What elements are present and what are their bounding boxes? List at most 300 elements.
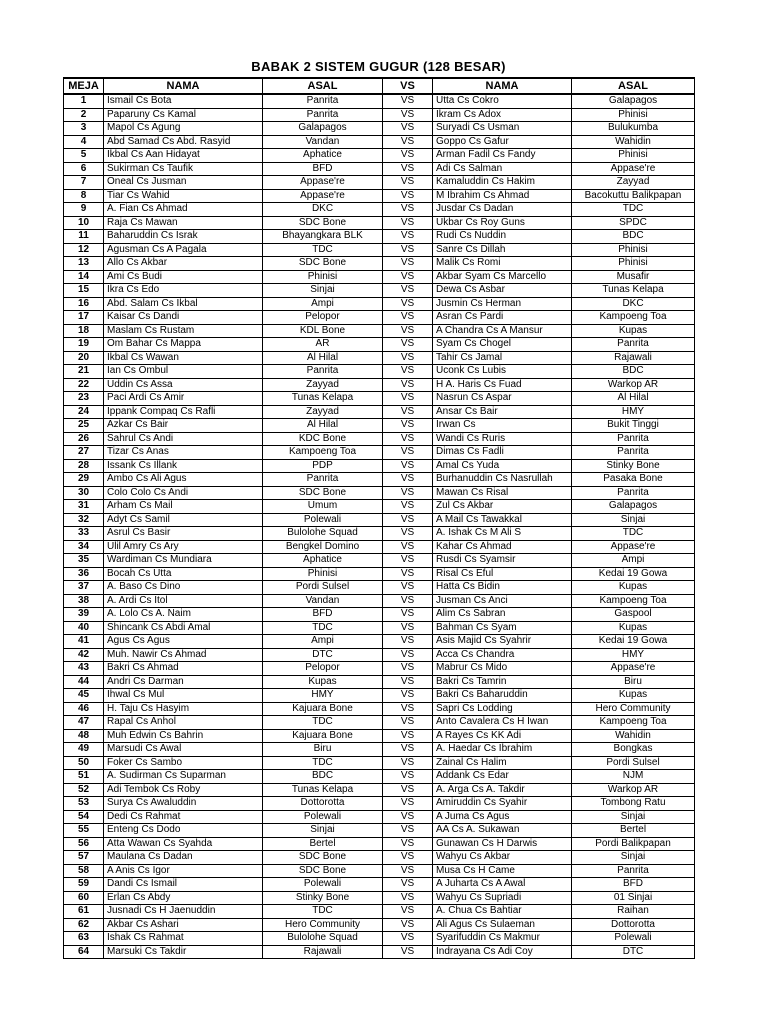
player-right: Alim Cs Sabran — [433, 608, 572, 622]
table-number: 12 — [64, 243, 104, 257]
club-right: Panrita — [572, 446, 695, 460]
player-left: Marsudi Cs Awal — [104, 743, 263, 757]
player-right: Zul Cs Akbar — [433, 500, 572, 514]
player-left: Issank Cs Illank — [104, 459, 263, 473]
player-left: Erlan Cs Abdy — [104, 891, 263, 905]
club-left: Pelopor — [263, 662, 383, 676]
player-left: Paparuny Cs Kamal — [104, 108, 263, 122]
header-asal-left: ASAL — [263, 78, 383, 94]
player-right: Ikram Cs Adox — [433, 108, 572, 122]
club-left: Pordi Sulsel — [263, 581, 383, 595]
club-left: BFD — [263, 608, 383, 622]
vs-label: VS — [383, 797, 433, 811]
table-number: 17 — [64, 311, 104, 325]
table-row — [64, 729, 695, 743]
table-row — [64, 527, 695, 541]
player-right: Hatta Cs Bidin — [433, 581, 572, 595]
player-left: Ippank Compaq Cs Rafli — [104, 405, 263, 419]
player-left: Ikbal Cs Aan Hidayat — [104, 149, 263, 163]
player-left: Surya Cs Awaluddin — [104, 797, 263, 811]
vs-label: VS — [383, 621, 433, 635]
table-number: 28 — [64, 459, 104, 473]
table-number: 10 — [64, 216, 104, 230]
club-right: Biru — [572, 675, 695, 689]
vs-label: VS — [383, 675, 433, 689]
table-row — [64, 432, 695, 446]
club-right: Pordi Balikpapan — [572, 837, 695, 851]
table-number: 27 — [64, 446, 104, 460]
table-row — [64, 297, 695, 311]
table-row — [64, 419, 695, 433]
table-number: 61 — [64, 905, 104, 919]
table-row — [64, 94, 695, 108]
vs-label: VS — [383, 297, 433, 311]
player-left: Muh. Nawir Cs Ahmad — [104, 648, 263, 662]
player-left: A. Lolo Cs A. Naim — [104, 608, 263, 622]
table-row — [64, 837, 695, 851]
player-right: Kamaluddin Cs Hakim — [433, 176, 572, 190]
table-row — [64, 945, 695, 959]
club-left: Panrita — [263, 473, 383, 487]
vs-label: VS — [383, 216, 433, 230]
club-left: TDC — [263, 756, 383, 770]
table-row — [64, 311, 695, 325]
club-right: Phinisi — [572, 243, 695, 257]
club-left: Al Hilal — [263, 351, 383, 365]
table-number: 4 — [64, 135, 104, 149]
table-number: 29 — [64, 473, 104, 487]
table-row — [64, 324, 695, 338]
club-left: SDC Bone — [263, 864, 383, 878]
club-left: DKC — [263, 203, 383, 217]
player-right: Adi Cs Salman — [433, 162, 572, 176]
player-right: A Rayes Cs KK Adi — [433, 729, 572, 743]
club-right: Tombong Ratu — [572, 797, 695, 811]
player-left: A. Sudirman Cs Suparman — [104, 770, 263, 784]
club-left: Umum — [263, 500, 383, 514]
vs-label: VS — [383, 824, 433, 838]
table-number: 60 — [64, 891, 104, 905]
table-row — [64, 486, 695, 500]
player-left: A. Ardi Cs Itol — [104, 594, 263, 608]
player-left: A. Fian Cs Ahmad — [104, 203, 263, 217]
club-left: Vandan — [263, 135, 383, 149]
vs-label: VS — [383, 176, 433, 190]
club-right: TDC — [572, 203, 695, 217]
club-right: Phinisi — [572, 257, 695, 271]
vs-label: VS — [383, 648, 433, 662]
club-right: Panrita — [572, 338, 695, 352]
player-right: Asran Cs Pardi — [433, 311, 572, 325]
club-left: Hero Community — [263, 918, 383, 932]
player-right: Syarifuddin Cs Makmur — [433, 932, 572, 946]
player-left: Abd. Salam Cs Ikbal — [104, 297, 263, 311]
player-right: Bahman Cs Syam — [433, 621, 572, 635]
player-left: Bakri Cs Ahmad — [104, 662, 263, 676]
club-right: Wahidin — [572, 729, 695, 743]
club-left: BFD — [263, 162, 383, 176]
club-right: Bacokuttu Balikpapan — [572, 189, 695, 203]
page-title: BABAK 2 SISTEM GUGUR (128 BESAR) — [251, 59, 506, 74]
table-row — [64, 635, 695, 649]
table-number: 33 — [64, 527, 104, 541]
club-left: DTC — [263, 648, 383, 662]
table-number: 31 — [64, 500, 104, 514]
player-right: Dewa Cs Asbar — [433, 284, 572, 298]
table-number: 46 — [64, 702, 104, 716]
header-vs: VS — [383, 78, 433, 94]
club-left: Kajuara Bone — [263, 702, 383, 716]
club-left: Bulolohe Squad — [263, 527, 383, 541]
player-right: Risal Cs Eful — [433, 567, 572, 581]
club-right: Sinjai — [572, 851, 695, 865]
club-left: Polewali — [263, 513, 383, 527]
player-left: Tizar Cs Anas — [104, 446, 263, 460]
player-left: Marsuki Cs Takdir — [104, 945, 263, 959]
vs-label: VS — [383, 891, 433, 905]
player-left: Ulil Amry Cs Ary — [104, 540, 263, 554]
vs-label: VS — [383, 446, 433, 460]
table-row — [64, 675, 695, 689]
club-left: Tunas Kelapa — [263, 783, 383, 797]
club-right: Galapagos — [572, 500, 695, 514]
table-row — [64, 459, 695, 473]
player-right: Burhanuddin Cs Nasrullah — [433, 473, 572, 487]
club-right: BFD — [572, 878, 695, 892]
player-left: Ikbal Cs Wawan — [104, 351, 263, 365]
player-right: Bakri Cs Tamrin — [433, 675, 572, 689]
club-left: Dottorotta — [263, 797, 383, 811]
club-right: Musafir — [572, 270, 695, 284]
club-right: Polewali — [572, 932, 695, 946]
club-left: AR — [263, 338, 383, 352]
table-number: 40 — [64, 621, 104, 635]
vs-label: VS — [383, 851, 433, 865]
player-right: Mabrur Cs Mido — [433, 662, 572, 676]
player-right: Dimas Cs Fadli — [433, 446, 572, 460]
header-nama-right: NAMA — [433, 78, 572, 94]
table-number: 9 — [64, 203, 104, 217]
club-left: Tunas Kelapa — [263, 392, 383, 406]
table-number: 18 — [64, 324, 104, 338]
player-left: Bocah Cs Utta — [104, 567, 263, 581]
club-left: TDC — [263, 621, 383, 635]
player-left: Ismail Cs Bota — [104, 94, 263, 108]
vs-label: VS — [383, 716, 433, 730]
club-right: DTC — [572, 945, 695, 959]
vs-label: VS — [383, 864, 433, 878]
table-row — [64, 554, 695, 568]
club-right: Kampoeng Toa — [572, 594, 695, 608]
table-number: 19 — [64, 338, 104, 352]
table-row — [64, 176, 695, 190]
club-left: Polewali — [263, 810, 383, 824]
table-row — [64, 770, 695, 784]
vs-label: VS — [383, 486, 433, 500]
club-left: Bhayangkara BLK — [263, 230, 383, 244]
table-row — [64, 122, 695, 136]
player-left: Maulana Cs Dadan — [104, 851, 263, 865]
table-row — [64, 216, 695, 230]
player-right: AA Cs A. Sukawan — [433, 824, 572, 838]
player-right: Amiruddin Cs Syahir — [433, 797, 572, 811]
club-right: Gaspool — [572, 608, 695, 622]
club-right: Hero Community — [572, 702, 695, 716]
club-left: Kupas — [263, 675, 383, 689]
table-number: 3 — [64, 122, 104, 136]
player-right: A. Arga Cs A. Takdir — [433, 783, 572, 797]
player-right: Asis Majid Cs Syahrir — [433, 635, 572, 649]
player-left: Agus Cs Agus — [104, 635, 263, 649]
table-row — [64, 797, 695, 811]
club-right: Dottorotta — [572, 918, 695, 932]
club-left: Aphatice — [263, 554, 383, 568]
club-right: Warkop AR — [572, 378, 695, 392]
player-right: Ukbar Cs Roy Guns — [433, 216, 572, 230]
table-number: 24 — [64, 405, 104, 419]
club-right: Phinisi — [572, 108, 695, 122]
vs-label: VS — [383, 94, 433, 108]
club-right: BDC — [572, 230, 695, 244]
club-right: Tunas Kelapa — [572, 284, 695, 298]
club-right: Pordi Sulsel — [572, 756, 695, 770]
club-left: TDC — [263, 905, 383, 919]
player-left: Adyt Cs Samil — [104, 513, 263, 527]
table-number: 32 — [64, 513, 104, 527]
vs-label: VS — [383, 581, 433, 595]
club-left: KDC Bone — [263, 432, 383, 446]
table-number: 21 — [64, 365, 104, 379]
table-row — [64, 932, 695, 946]
table-number: 42 — [64, 648, 104, 662]
vs-label: VS — [383, 230, 433, 244]
vs-label: VS — [383, 756, 433, 770]
table-row — [64, 338, 695, 352]
club-left: Zayyad — [263, 378, 383, 392]
header-meja: MEJA — [64, 78, 104, 94]
table-row — [64, 243, 695, 257]
vs-label: VS — [383, 162, 433, 176]
player-right: Utta Cs Cokro — [433, 94, 572, 108]
player-left: H. Taju Cs Hasyim — [104, 702, 263, 716]
vs-label: VS — [383, 365, 433, 379]
table-number: 26 — [64, 432, 104, 446]
club-left: Ampi — [263, 297, 383, 311]
club-right: 01 Sinjai — [572, 891, 695, 905]
club-right: HMY — [572, 405, 695, 419]
player-left: Akbar Cs Ashari — [104, 918, 263, 932]
vs-label: VS — [383, 567, 433, 581]
vs-label: VS — [383, 459, 433, 473]
table-number: 34 — [64, 540, 104, 554]
club-left: PDP — [263, 459, 383, 473]
club-left: Galapagos — [263, 122, 383, 136]
vs-label: VS — [383, 392, 433, 406]
player-right: Tahir Cs Jamal — [433, 351, 572, 365]
table-number: 25 — [64, 419, 104, 433]
club-right: Sinjai — [572, 810, 695, 824]
club-left: Panrita — [263, 108, 383, 122]
player-right: Arman Fadil Cs Fandy — [433, 149, 572, 163]
club-left: SDC Bone — [263, 851, 383, 865]
player-left: Tiar Cs Wahid — [104, 189, 263, 203]
club-left: Kajuara Bone — [263, 729, 383, 743]
player-left: Muh Edwin Cs Bahrin — [104, 729, 263, 743]
player-right: Suryadi Cs Usman — [433, 122, 572, 136]
vs-label: VS — [383, 945, 433, 959]
table-number: 39 — [64, 608, 104, 622]
player-right: Rudi Cs Nuddin — [433, 230, 572, 244]
vs-label: VS — [383, 837, 433, 851]
table-number: 57 — [64, 851, 104, 865]
vs-label: VS — [383, 918, 433, 932]
vs-label: VS — [383, 473, 433, 487]
vs-label: VS — [383, 635, 433, 649]
table-number: 35 — [64, 554, 104, 568]
club-left: Ampi — [263, 635, 383, 649]
player-left: Dedi Cs Rahmat — [104, 810, 263, 824]
table-number: 13 — [64, 257, 104, 271]
player-right: A. Haedar Cs Ibrahim — [433, 743, 572, 757]
table-number: 41 — [64, 635, 104, 649]
player-right: Jusmin Cs Herman — [433, 297, 572, 311]
player-right: Jusman Cs Anci — [433, 594, 572, 608]
club-left: Appase're — [263, 176, 383, 190]
table-number: 53 — [64, 797, 104, 811]
club-left: Bertel — [263, 837, 383, 851]
club-right: Rajawali — [572, 351, 695, 365]
table-number: 30 — [64, 486, 104, 500]
club-left: Sinjai — [263, 824, 383, 838]
vs-label: VS — [383, 662, 433, 676]
player-left: Andri Cs Darman — [104, 675, 263, 689]
table-body — [64, 94, 695, 959]
player-right: Sanre Cs Dillah — [433, 243, 572, 257]
club-right: Sinjai — [572, 513, 695, 527]
vs-label: VS — [383, 378, 433, 392]
table-row — [64, 405, 695, 419]
club-left: Stinky Bone — [263, 891, 383, 905]
club-right: Kupas — [572, 689, 695, 703]
table-number: 49 — [64, 743, 104, 757]
vs-label: VS — [383, 729, 433, 743]
table-row — [64, 284, 695, 298]
table-row — [64, 621, 695, 635]
player-right: Anto Cavalera Cs H Iwan — [433, 716, 572, 730]
header-asal-right: ASAL — [572, 78, 695, 94]
table-row — [64, 608, 695, 622]
vs-label: VS — [383, 554, 433, 568]
player-right: Bakri Cs Baharuddin — [433, 689, 572, 703]
club-left: Panrita — [263, 94, 383, 108]
player-right: Goppo Cs Gafur — [433, 135, 572, 149]
table-row — [64, 446, 695, 460]
table-number: 2 — [64, 108, 104, 122]
table-number: 50 — [64, 756, 104, 770]
club-right: Zayyad — [572, 176, 695, 190]
table-row — [64, 257, 695, 271]
player-right: Jusdar Cs Dadan — [433, 203, 572, 217]
vs-label: VS — [383, 702, 433, 716]
player-right: Irwan Cs — [433, 419, 572, 433]
vs-label: VS — [383, 324, 433, 338]
table-number: 1 — [64, 94, 104, 108]
player-right: Musa Cs H Came — [433, 864, 572, 878]
player-left: Ihwal Cs Mul — [104, 689, 263, 703]
table-number: 62 — [64, 918, 104, 932]
club-right: TDC — [572, 527, 695, 541]
table-number: 64 — [64, 945, 104, 959]
table-number: 47 — [64, 716, 104, 730]
table-row — [64, 513, 695, 527]
vs-label: VS — [383, 743, 433, 757]
table-row — [64, 891, 695, 905]
club-left: KDL Bone — [263, 324, 383, 338]
table-number: 22 — [64, 378, 104, 392]
player-left: Arham Cs Mail — [104, 500, 263, 514]
club-right: Stinky Bone — [572, 459, 695, 473]
table-row — [64, 594, 695, 608]
club-left: Polewali — [263, 878, 383, 892]
player-right: Akbar Syam Cs Marcello — [433, 270, 572, 284]
vs-label: VS — [383, 257, 433, 271]
club-right: Kedai 19 Gowa — [572, 635, 695, 649]
table-number: 14 — [64, 270, 104, 284]
vs-label: VS — [383, 270, 433, 284]
table-number: 37 — [64, 581, 104, 595]
player-right: Malik Cs Romi — [433, 257, 572, 271]
vs-label: VS — [383, 810, 433, 824]
club-left: Rajawali — [263, 945, 383, 959]
player-left: Paci Ardi Cs Amir — [104, 392, 263, 406]
player-right: Amal Cs Yuda — [433, 459, 572, 473]
player-right: Mawan Cs Risal — [433, 486, 572, 500]
club-right: SPDC — [572, 216, 695, 230]
vs-label: VS — [383, 419, 433, 433]
player-left: Wardiman Cs Mundiara — [104, 554, 263, 568]
club-right: Kupas — [572, 581, 695, 595]
player-right: M Ibrahim Cs Ahmad — [433, 189, 572, 203]
club-right: HMY — [572, 648, 695, 662]
club-left: Panrita — [263, 365, 383, 379]
player-right: Indrayana Cs Adi Coy — [433, 945, 572, 959]
vs-label: VS — [383, 338, 433, 352]
table-header — [64, 78, 695, 94]
player-right: Rusdi Cs Syamsir — [433, 554, 572, 568]
club-right: Pasaka Bone — [572, 473, 695, 487]
table-row — [64, 365, 695, 379]
player-right: Sapri Cs Lodding — [433, 702, 572, 716]
club-right: Appase're — [572, 162, 695, 176]
club-right: Bongkas — [572, 743, 695, 757]
table-row — [64, 878, 695, 892]
club-right: Kedai 19 Gowa — [572, 567, 695, 581]
player-left: Ishak Cs Rahmat — [104, 932, 263, 946]
player-left: Jusnadi Cs H Jaenuddin — [104, 905, 263, 919]
vs-label: VS — [383, 351, 433, 365]
club-right: Bukit Tinggi — [572, 419, 695, 433]
table-row — [64, 135, 695, 149]
player-left: Dandi Cs Ismail — [104, 878, 263, 892]
table-row — [64, 270, 695, 284]
player-left: Colo Colo Cs Andi — [104, 486, 263, 500]
vs-label: VS — [383, 189, 433, 203]
club-right: Warkop AR — [572, 783, 695, 797]
club-left: Bengkel Domino — [263, 540, 383, 554]
player-right: Wandi Cs Ruris — [433, 432, 572, 446]
table-row — [64, 230, 695, 244]
vs-label: VS — [383, 122, 433, 136]
